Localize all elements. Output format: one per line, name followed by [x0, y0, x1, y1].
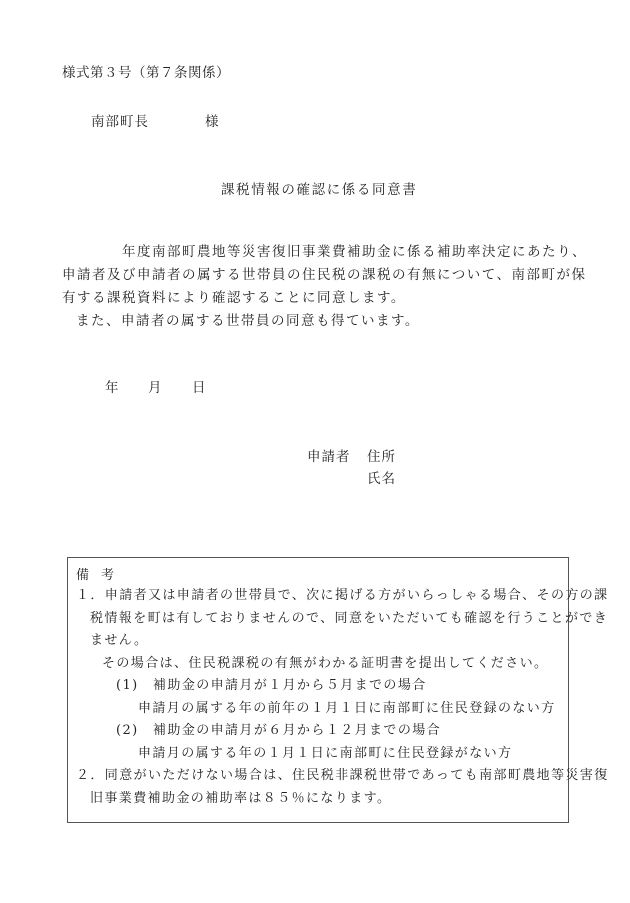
note-line: 旧事業費補助金の補助率は８５％になります。	[90, 790, 392, 806]
note-line: １．申請者又は申請者の世帯員で、次に掲げる方がいらっしゃる場合、その方の課	[76, 588, 609, 603]
note-line: その場合は、住民税課税の有無がわかる証明書を提出してください。	[102, 655, 549, 671]
month-label: 月	[148, 380, 162, 396]
notes-heading: 備考	[76, 568, 127, 583]
notes-box	[67, 557, 609, 823]
addressee-name: 南部町長	[91, 114, 149, 130]
year-label: 年	[105, 380, 119, 396]
body-line: 年度南部町農地等災害復旧事業費補助金に係る補助率決定にあたり、	[122, 244, 587, 260]
note-line: 税情報を町は有しておりませんので、同意をいただいても確認を行うことができ	[90, 610, 609, 626]
note-line: ２．同意がいただけない場合は、住民税非課税世帯であっても南部町農地等災害復	[76, 768, 609, 783]
note-line: (2) 補助金の申請月が６月から１２月までの場合	[116, 723, 442, 738]
note-line: 申請月の属する年の前年の１月１日に南部町に住民登録のない方	[138, 700, 556, 716]
addressee-honorific: 様	[205, 114, 220, 130]
form-number: 様式第３号（第７条関係）	[62, 65, 230, 81]
name-label: 氏名	[367, 471, 396, 487]
applicant-role-label: 申請者	[307, 449, 351, 465]
notes-content	[76, 585, 609, 810]
addressee	[91, 110, 220, 130]
body-line: 有する課税資料により確認することに同意します。	[62, 290, 406, 306]
note-line: ません。	[90, 633, 149, 648]
body-line: 申請者及び申請者の属する世帯員の住民税の課税の有無について、南部町が保	[62, 267, 587, 283]
day-label: 日	[192, 380, 206, 396]
consent-body	[62, 241, 587, 333]
document-title: 課税情報の確認に係る同意書	[221, 182, 418, 198]
body-line: また、申請者の属する世帯員の同意も得ています。	[76, 313, 420, 329]
address-label: 住所	[367, 449, 396, 465]
note-line: (1) 補助金の申請月が１月から５月までの場合	[116, 678, 427, 693]
note-line: 申請月の属する年の１月１日に南部町に住民登録がない方	[138, 745, 513, 761]
